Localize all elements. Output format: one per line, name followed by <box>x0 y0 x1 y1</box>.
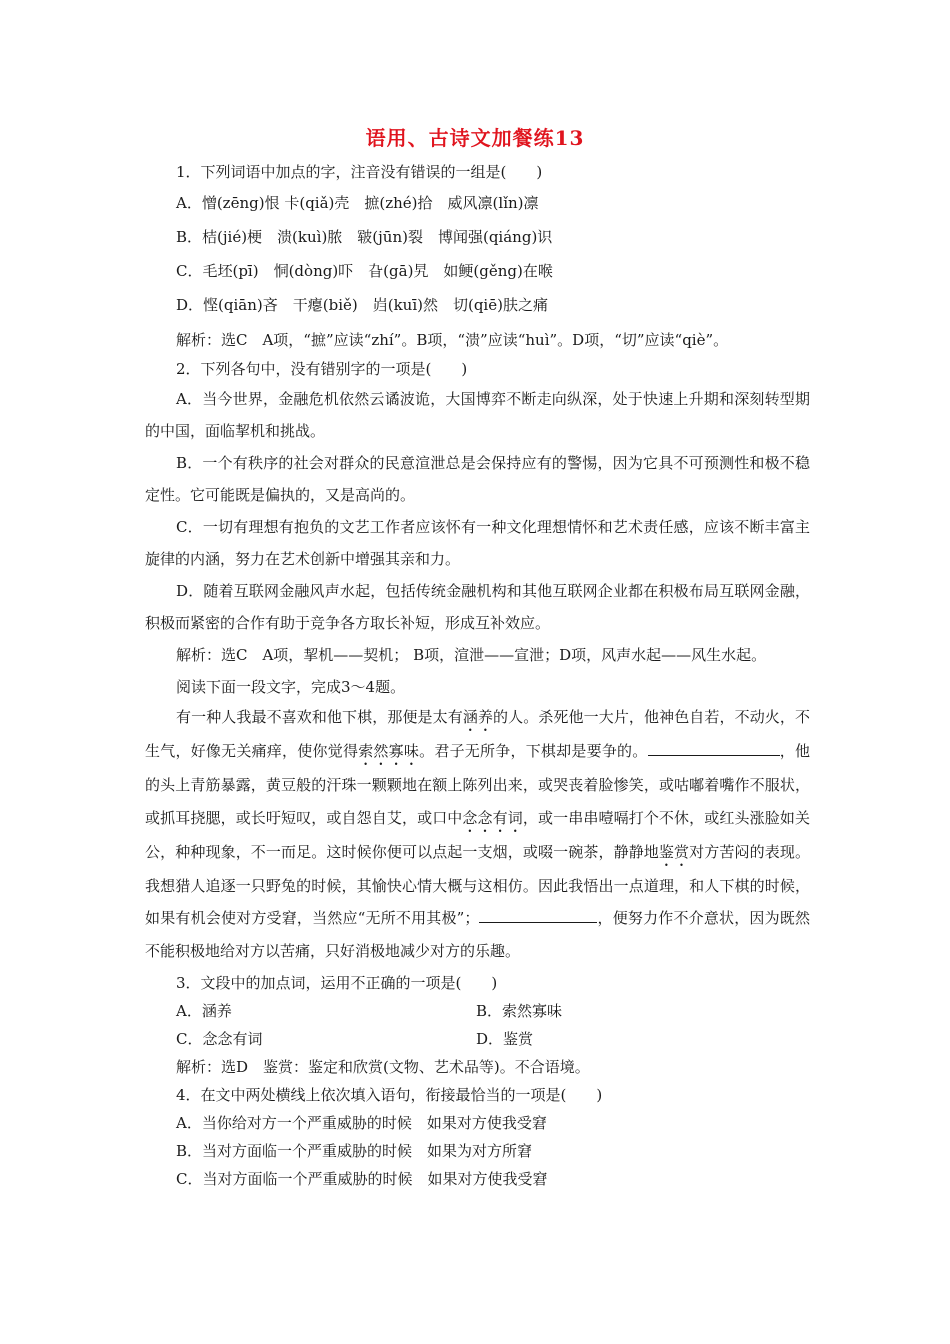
question-2-option-c: C．一切有理想有抱负的文艺工作者应该怀有一种文化理想情怀和艺术责任感，应该不断丰富主旋律的内涵，努力在艺术创新中增强其亲和力。 <box>145 518 810 568</box>
passage-text: ，便努力作不介意状，因为既然不能积极地给对方以苦痛，只好消极地减少对方的乐趣。 <box>145 909 810 960</box>
question-4-option-b: B．当对方面临一个严重威胁的时候 如果为对方所窘 <box>176 1142 533 1160</box>
question-1-option-a: A．憎(zēng)恨 卡(qiǎ)壳 摭(zhé)拾 威风凛(lǐn)凛 <box>176 194 539 212</box>
question-3-option-d: D．鉴赏 <box>476 1030 534 1048</box>
passage-text: ，他的头上青筋暴露，黄豆般的汗珠一颗颗地在额上陈列出来，或哭丧着脸惨笑，或咕嘟着嘴作不服状，或抓耳挠腮，或长吁短叹，或自怨自艾，或口中 <box>145 742 810 827</box>
question-3-answer: 解析：选D 鉴赏：鉴定和欣赏(文物、艺术品等)。不合语境。 <box>176 1058 590 1076</box>
question-3-option-c: C．念念有词 <box>176 1030 263 1048</box>
question-3-stem: 3．文段中的加点词，运用不正确的一项是( ) <box>176 974 498 992</box>
reading-intro: 阅读下面一段文字，完成3～4题。 <box>176 678 406 696</box>
question-1-stem: 1．下列词语中加点的字，注音没有错误的一组是( ) <box>176 163 543 181</box>
passage-text: 的人。杀死他一大片，他神色自若，不动火，不生气，好像无关痛痒，使你觉得 <box>145 708 810 760</box>
question-3-option-b: B．索然寡味 <box>476 1002 563 1020</box>
question-3-options-row-2 <box>145 1025 810 1053</box>
fill-in-blank-2 <box>479 906 597 923</box>
document-body <box>145 158 810 1193</box>
question-2-option-a: A．当今世界，金融危机依然云谲波诡，大国博弈不断走向纵深，处于快速上升期和深刻转型期的中国，面临挈机和挑战。 <box>145 390 810 440</box>
question-1-answer: 解析：选C A项，“摭”应读“zhí”。B项，“溃”应读“huì”。D项，“切”应读“qiè”。 <box>176 331 729 349</box>
question-1-option-b: B．桔(jié)梗 溃(kuì)脓 皲(jūn)裂 博闻强(qiáng)识 <box>176 228 553 246</box>
reading-passage <box>145 701 810 967</box>
dotted-word: 鉴赏 <box>658 842 690 861</box>
page-title: 语用、古诗文加餐练13 <box>365 126 585 150</box>
dotted-word: 涵养 <box>462 708 494 726</box>
dotted-word: 念念有词 <box>462 808 523 827</box>
question-1-option-d: D．悭(qiān)吝 干瘪(biě) 岿(kuī)然 切(qiē)肤之痛 <box>176 296 548 314</box>
question-4-stem: 4．在文中两处横线上依次填入语句，衔接最恰当的一项是( ) <box>176 1086 603 1104</box>
dotted-word: 索然寡味 <box>358 742 420 760</box>
question-2-option-d: D．随着互联网金融风声水起，包括传统金融机构和其他互联网企业都在积极布局互联网金融，积极而紧密的合作有助于竞争各方取长补短，形成互补效应。 <box>145 582 810 632</box>
question-2-stem: 2．下列各句中，没有错别字的一项是( ) <box>176 360 468 378</box>
question-2-option-b: B．一个有秩序的社会对群众的民意渲泄总是会保持应有的警惕，因为它具不可预测性和极不稳定性。它可能既是偏执的，又是高尚的。 <box>145 454 810 504</box>
passage-text: 。君子无所争，下棋却是要争的。 <box>419 742 648 760</box>
question-3-option-a: A．涵养 <box>176 1002 232 1020</box>
question-2-answer: 解析：选C A项，挈机——契机； B项，渲泄——宣泄；D项，风声水起——风生水起。 <box>176 646 767 664</box>
passage-text: ，或一串串噎嗝打个不休，或红头涨脸如关公，种种现象，不一而足。这时候你便可以点起一支烟，或啜一碗茶，静静地 <box>145 808 810 861</box>
passage-text: 有一种人我最不喜欢和他下棋，那便是太有 <box>176 708 463 726</box>
passage-text: 对方苦闷的表现。我想猎人追逐一只野兔的时候，其愉快心情大概与这相仿。因此我悟出一点道理，和人下棋的时候，如果有机会使对方受窘，当然应“无所不用其极”； <box>145 842 810 927</box>
question-4-option-c: C．当对方面临一个严重威胁的时候 如果对方使我受窘 <box>176 1170 548 1188</box>
fill-in-blank-1 <box>648 739 780 756</box>
question-4-option-a: A．当你给对方一个严重威胁的时候 如果对方使我受窘 <box>176 1114 547 1132</box>
question-3-options-row-1 <box>145 997 810 1025</box>
question-1-option-c: C．毛坯(pī) 恫(dòng)吓 旮(gā)旯 如鲠(gěng)在喉 <box>176 262 553 280</box>
